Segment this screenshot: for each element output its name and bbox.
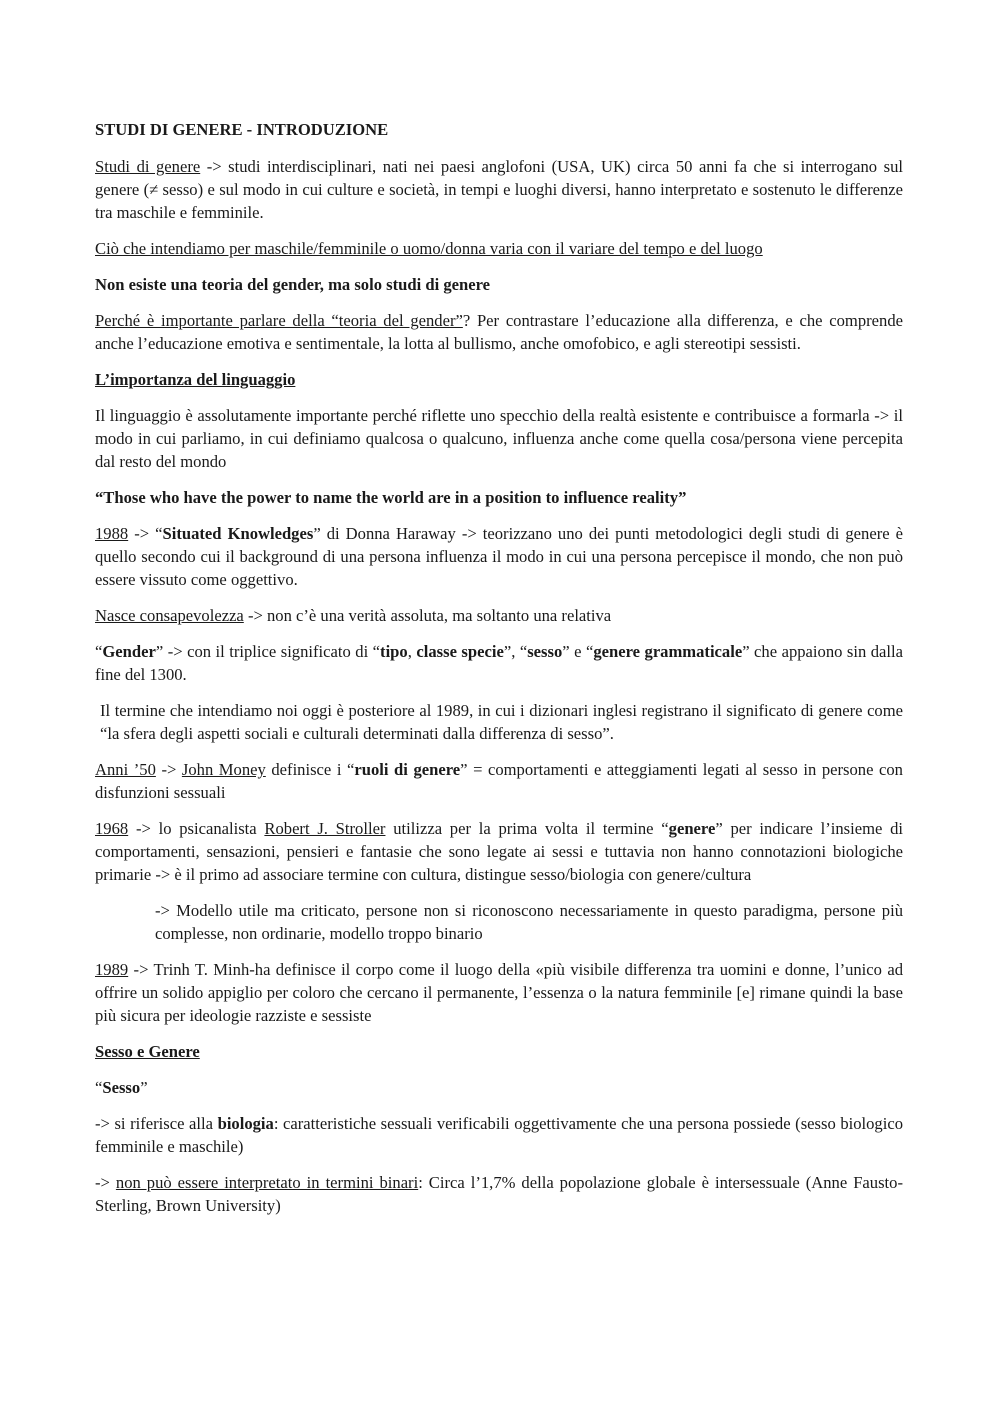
date-1989: 1989 — [95, 960, 129, 979]
name-john-money: John Money — [181, 760, 266, 779]
underlined-term: Nasce consapevolezza — [95, 606, 244, 625]
paragraph-linguaggio: Il linguaggio è assolutamente importante perché riflette uno specchio della realtà esistente e contribuisce a formarla -> il modo in cui parliamo, in cui definiamo qualcosa o qualcuno, influenza anche come quella cosa/persona viene percepita dal resto del mondo — [95, 406, 903, 471]
term-genere: genere — [668, 819, 716, 838]
term-genere-grammaticale: genere grammaticale — [593, 642, 743, 661]
paragraph-1989 — [95, 958, 903, 1027]
paragraph-modello-criticato: -> Modello utile ma criticato, persone non si riconoscono necessariamente in questo paradigma, persone più complesse, non ordinarie, modello troppo binario — [155, 901, 903, 943]
paragraph-1968 — [95, 817, 903, 886]
paragraph-text: ? Per contrastare l’educazione alla differenza, e che comprende anche l’educazione emotiva e sentimentale, la lotta al bullismo, anche omofobico, e agli stereotipi sessisti. — [95, 311, 903, 353]
date-1988: 1988 — [95, 524, 129, 543]
paragraph-termine-oggi: Il termine che intendiamo noi oggi è posteriore al 1989, in cui i dizionari inglesi registrano il significato di genere come “la sfera degli aspetti sociali e culturali determinati dalla differenza di sesso”. — [100, 701, 903, 743]
paragraph-text: -> si riferisce alla — [95, 1114, 218, 1133]
paragraph-text: utilizza per la prima volta il termine “ — [385, 819, 669, 838]
paragraph-biologia — [95, 1112, 903, 1158]
subheading-sesso — [95, 1076, 903, 1099]
paragraph-text: -> non c’è una verità assoluta, ma soltanto una relativa — [243, 606, 612, 625]
paragraph-text: definisce i “ — [265, 760, 355, 779]
paragraph-non-binario — [95, 1171, 903, 1217]
paragraph-text: -> lo psicanalista — [128, 819, 265, 838]
paragraph-text: ” -> con il triplice significato di “ — [155, 642, 381, 661]
paragraph-text: ” che appaiono sin dalla fine del 1300. — [95, 642, 904, 684]
document-title: STUDI DI GENERE - INTRODUZIONE — [95, 120, 389, 139]
paragraph-text: : Circa l’1,7% della popolazione globale è intersessuale (Anne Fausto-Sterling, Brown University) — [95, 1173, 903, 1215]
underlined-question: Perché è importante parlare della “teoria del gender” — [95, 311, 463, 330]
paragraph-text: ” e “ — [562, 642, 594, 661]
paragraph-text: , — [407, 642, 417, 661]
term-sesso: sesso — [527, 642, 563, 661]
document-page — [95, 118, 903, 1230]
paragraph-text: ” — [140, 1078, 148, 1097]
heading-sesso-e-genere: Sesso e Genere — [95, 1042, 200, 1061]
term-biologia: biologia — [217, 1114, 274, 1133]
paragraph-text: ” di Donna Haraway -> teorizzano uno dei punti metodologici degli studi di genere è quello secondo cui il background di una persona influenza il modo in cui una persona percepisce il mondo, che non può essere vissuto come oggettivo. — [95, 524, 903, 589]
paragraph-text: : caratteristiche sessuali verificabili oggettivamente che una persona possiede (sesso biologico femminile e maschile) — [95, 1114, 904, 1156]
heading-linguaggio: L’importanza del linguaggio — [95, 370, 296, 389]
name-robert-stroller: Robert J. Stroller — [264, 819, 386, 838]
underlined-term: Studi di genere — [95, 157, 201, 176]
paragraph-text: ” per indicare l’insieme di comportamenti, sensazioni, pensieri e fantasie che sono legate ai sessi e tuttavia non hanno connotazioni biologiche primarie -> è il primo ad associare termine con cultura, distingue sesso/biologia con genere/cultura — [95, 819, 904, 884]
term-tipo: tipo — [380, 642, 408, 661]
paragraph-no-teoria: Non esiste una teoria del gender, ma solo studi di genere — [95, 275, 491, 294]
quote-power-to-name: “Those who have the power to name the world are in a position to influence reality” — [95, 488, 687, 507]
paragraph-gender-meaning — [95, 640, 903, 686]
term-ruoli-di-genere: ruoli di genere — [354, 760, 461, 779]
paragraph-text: -> studi interdisciplinari, nati nei paesi anglofoni (USA, UK) circa 50 anni fa che si interrogano sul genere (≠ sesso) e sul modo in cui culture e società, in tempi e luoghi diversi, hanno interpretato e sostenuto le differenze tra maschile e femminile. — [95, 157, 903, 222]
paragraph-text: -> — [155, 760, 182, 779]
paragraph-text: -> “ — [128, 524, 163, 543]
paragraph-text: -> Trinh T. Minh-ha definisce il corpo come il luogo della «più visibile differenza tra uomini e donne, l’unico ad offrire un solido appiglio per coloro che cercano il permanente, l’essenza o la natura femminile [e] rimane quindi la base più sicura per ideologie razziste e sessiste — [95, 960, 903, 1025]
term-gender: Gender — [102, 642, 156, 661]
date-1968: 1968 — [95, 819, 129, 838]
paragraph-anni-50 — [95, 758, 903, 804]
term-sesso-label: Sesso — [102, 1078, 141, 1097]
paragraph-1988 — [95, 522, 903, 591]
paragraph-perche-importante — [95, 309, 903, 355]
paragraph-text: ” = comportamenti e atteggiamenti legati al sesso in persone con disfunzioni sessuali — [95, 760, 903, 802]
paragraph-consapevolezza — [95, 604, 903, 627]
underlined-term: non può essere interpretato in termini binari — [115, 1173, 419, 1192]
term-situated-knowledges: Situated Knowledges — [162, 524, 314, 543]
paragraph-text: “ — [95, 1078, 103, 1097]
paragraph-text: ”, “ — [503, 642, 528, 661]
term-classe-specie: classe specie — [416, 642, 504, 661]
paragraph-maschile-femminile: Ciò che intendiamo per maschile/femminile o uomo/donna varia con il variare del tempo e del luogo — [95, 239, 763, 258]
paragraph-text: “ — [95, 642, 103, 661]
date-anni-50: Anni ’50 — [95, 760, 156, 779]
paragraph-studi-di-genere — [95, 155, 903, 224]
paragraph-text: -> — [95, 1173, 116, 1192]
